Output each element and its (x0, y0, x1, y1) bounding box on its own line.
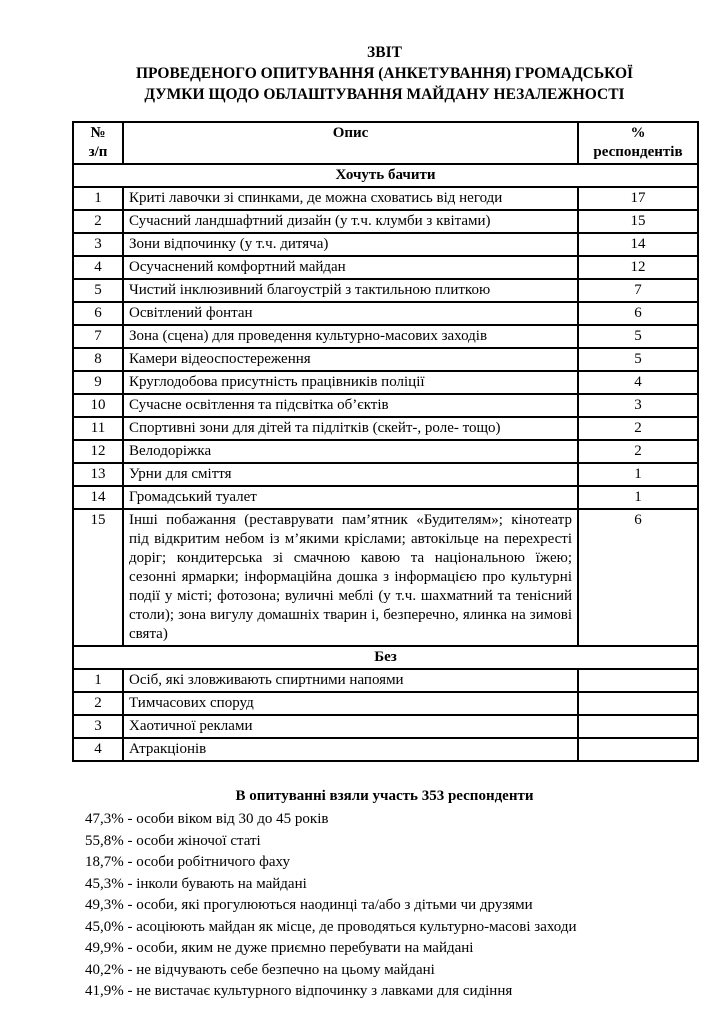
row-description: Атракціонів (123, 738, 578, 761)
header-percent-line2: респондентів (593, 144, 683, 160)
row-description: Осучаснений комфортний майдан (123, 256, 578, 279)
row-number: 2 (73, 692, 123, 715)
row-description: Інші побажання (реставрувати пам’ятник «Будителям»; кінотеатр під відкритим небом із м’якими кріслами; автокільце на перехресті доріг; кондитерська зі смачною кавою та національною їжею; сезонні ярмарки; інформаційна дошка з інформацією про культурні події у місті; фотозона; вуличні меблі (у т.ч. шахматний та тенісний столи); зона вигулу домашніх тварин і, безперечно, ялинка на зимові свята) (123, 509, 578, 646)
row-number: 1 (73, 187, 123, 210)
stat-line: 49,3% - особи, які прогулюються наодинці та/або з дітьми чи друзями (85, 897, 533, 913)
document-title (72, 42, 697, 105)
row-number: 1 (73, 669, 123, 692)
row-description: Велодоріжка (123, 440, 578, 463)
table-row (73, 486, 698, 509)
column-header-percent (578, 122, 698, 164)
table-row (73, 463, 698, 486)
table-row (73, 302, 698, 325)
row-percent: 2 (578, 440, 698, 463)
row-percent: 15 (578, 210, 698, 233)
row-percent (578, 692, 698, 715)
row-description: Освітлений фонтан (123, 302, 578, 325)
row-description: Зони відпочинку (у т.ч. дитяча) (123, 233, 578, 256)
row-percent: 5 (578, 325, 698, 348)
row-percent (578, 669, 698, 692)
row-number: 13 (73, 463, 123, 486)
row-number: 15 (73, 509, 123, 646)
row-percent: 7 (578, 279, 698, 302)
stat-line: 49,9% - особи, яким не дуже приємно перебувати на майдані (85, 940, 474, 956)
row-percent: 3 (578, 394, 698, 417)
row-number: 4 (73, 256, 123, 279)
row-number: 12 (73, 440, 123, 463)
summary-heading: В опитуванні взяли участь 353 респонденти (235, 788, 534, 804)
row-description: Сучасне освітлення та підсвітка об’єктів (123, 394, 578, 417)
table-row (73, 210, 698, 233)
summary-section (72, 786, 697, 1003)
row-description: Камери відеоспостереження (123, 348, 578, 371)
row-number: 2 (73, 210, 123, 233)
row-number: 3 (73, 715, 123, 738)
row-number: 4 (73, 738, 123, 761)
row-description: Урни для сміття (123, 463, 578, 486)
row-percent: 17 (578, 187, 698, 210)
column-header-description: Опис (123, 122, 578, 164)
row-percent: 6 (578, 302, 698, 325)
table-row (73, 394, 698, 417)
stat-line: 45,0% - асоціюють майдан як місце, де проводяться культурно-масові заходи (85, 918, 577, 935)
row-description: Зона (сцена) для проведення культурно-масових заходів (123, 325, 578, 348)
header-number-line2: з/п (88, 144, 108, 160)
section-header-row (73, 646, 698, 669)
row-percent (578, 715, 698, 738)
table-row (73, 509, 698, 646)
row-percent: 1 (578, 463, 698, 486)
row-number: 14 (73, 486, 123, 509)
row-percent (578, 738, 698, 761)
table-row (73, 371, 698, 394)
table-row (73, 417, 698, 440)
section-title-want-to-see: Хочуть бачити (73, 164, 698, 187)
stat-line: 47,3% - особи віком від 30 до 45 років (85, 811, 329, 827)
row-description: Осіб, які зловживають спиртними напоями (123, 669, 578, 692)
row-description: Криті лавочки зі спинками, де можна сховатись від негоди (123, 187, 578, 210)
survey-results-table (72, 121, 699, 762)
row-description: Круглодобова присутність працівників поліції (123, 371, 578, 394)
row-percent: 4 (578, 371, 698, 394)
row-percent: 14 (578, 233, 698, 256)
row-number: 5 (73, 279, 123, 302)
row-number: 8 (73, 348, 123, 371)
stat-line: 18,7% - особи робітничого фаху (85, 854, 290, 870)
title-line-2: ПРОВЕДЕНОГО ОПИТУВАННЯ (АНКЕТУВАННЯ) ГРОМАДСЬКОЇ (135, 65, 634, 82)
row-percent: 2 (578, 417, 698, 440)
section-header-row (73, 164, 698, 187)
stat-line: 41,9% - не вистачає культурного відпочинку з лавками для сидіння (85, 983, 513, 999)
row-description: Хаотичної реклами (123, 715, 578, 738)
row-description: Спортивні зони для дітей та підлітків (скейт-, роле- тощо) (123, 417, 578, 440)
title-line-3: ДУМКИ ЩОДО ОБЛАШТУВАННЯ МАЙДАНУ НЕЗАЛЕЖНОСТІ (144, 86, 625, 103)
header-number-line1: № (90, 125, 106, 141)
header-percent-line1: % (630, 125, 646, 141)
table-row (73, 440, 698, 463)
stat-line: 40,2% - не відчувають себе безпечно на цьому майдані (85, 961, 435, 978)
row-percent: 1 (578, 486, 698, 509)
row-description: Чистий інклюзивний благоустрій з тактильною плиткою (123, 279, 578, 302)
table-row (73, 256, 698, 279)
row-percent: 6 (578, 509, 698, 646)
document-content (72, 42, 697, 1003)
table-header-row (73, 122, 698, 164)
row-number: 10 (73, 394, 123, 417)
section-title-without: Без (73, 646, 698, 669)
table-row (73, 348, 698, 371)
row-percent: 12 (578, 256, 698, 279)
table-row (73, 187, 698, 210)
title-line-1: ЗВІТ (367, 44, 402, 61)
row-description: Сучасний ландшафтний дизайн (у т.ч. клумби з квітами) (123, 210, 578, 233)
row-number: 6 (73, 302, 123, 325)
row-number: 7 (73, 325, 123, 348)
column-header-number (73, 122, 123, 164)
table-row (73, 692, 698, 715)
table-row (73, 279, 698, 302)
row-percent: 5 (578, 348, 698, 371)
row-description: Тимчасових споруд (123, 692, 578, 715)
table-row (73, 669, 698, 692)
row-number: 3 (73, 233, 123, 256)
row-number: 11 (73, 417, 123, 440)
table-row (73, 715, 698, 738)
table-row (73, 738, 698, 761)
stat-line: 55,8% - особи жіночої статі (85, 832, 261, 849)
stat-line: 45,3% - інколи бувають на майдані (85, 875, 307, 892)
table-row (73, 325, 698, 348)
row-description: Громадський туалет (123, 486, 578, 509)
table-row (73, 233, 698, 256)
row-number: 9 (73, 371, 123, 394)
